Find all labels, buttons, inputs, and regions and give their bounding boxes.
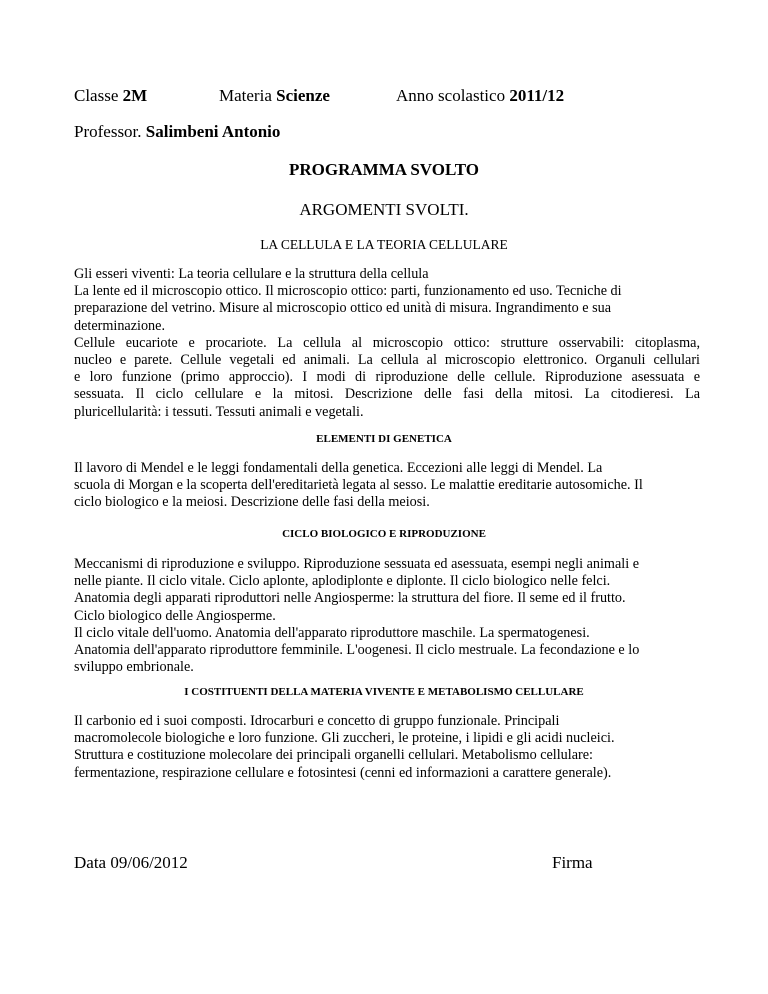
text-line: ciclo biologico e la meiosi. Descrizione delle fasi della meiosi. <box>74 494 430 511</box>
class-value: 2M <box>122 86 148 105</box>
subject-value: Scienze <box>276 86 330 105</box>
text-line: Il ciclo vitale dell'uomo. Anatomia dell'apparato riproduttore maschile. La spermatogenesi. <box>74 624 590 641</box>
page-title: PROGRAMMA SVOLTO <box>289 160 479 179</box>
text-line: Gli esseri viventi: La teoria cellulare e la struttura della cellula <box>74 266 429 282</box>
text-line: sessuata. Il ciclo cellulare e la mitosi. Descrizione delle fasi della mitosi. La citodieresi. La <box>74 386 700 403</box>
section-heading-reproduction: CICLO BIOLOGICO E RIPRODUZIONE <box>282 528 486 540</box>
text-line: La lente ed il microscopio ottico. Il microscopio ottico: parti, funzionamento ed uso. Tecniche di <box>74 283 622 300</box>
text-line: Struttura e costituzione molecolare dei principali organelli cellulari. Metabolismo cellulare: <box>74 747 593 764</box>
text-line: Anatomia degli apparati riproduttori nelle Angiosperme: la struttura del fiore. Il seme ed il frutto. <box>74 590 626 607</box>
section-body-reproduction <box>74 556 700 676</box>
school-year-value: 2011/12 <box>509 86 565 105</box>
section-heading-genetics: ELEMENTI DI GENETICA <box>316 433 452 445</box>
text-line: determinazione. <box>74 317 165 334</box>
text-line: pluricellularità: i tessuti. Tessuti animali e vegetali. <box>74 403 364 420</box>
text-line: fermentazione, respirazione cellulare e fotosintesi (cenni ed informazioni a carattere generale). <box>74 764 612 781</box>
text-line: e loro funzione (primo approccio). I modi di riproduzione delle cellule. Riproduzione asessuata e <box>74 369 700 386</box>
signature-label: Firma <box>552 853 593 872</box>
page-subtitle: ARGOMENTI SVOLTI. <box>299 200 469 219</box>
section-body-genetics <box>74 460 700 512</box>
text-line: Il lavoro di Mendel e le leggi fondamentali della genetica. Eccezioni alle leggi di Mendel. La <box>74 460 603 476</box>
class-field <box>74 86 147 106</box>
school-year-field <box>396 86 564 106</box>
subject-label: Materia <box>219 86 272 105</box>
section-body-metabolism <box>74 713 700 782</box>
text-line: Cellule eucariote e procariote. La cellula al microscopio ottico: strutture osservabili: citoplasma, <box>74 334 700 351</box>
professor-field <box>74 122 280 142</box>
school-year-label: Anno scolastico <box>396 86 506 105</box>
section-heading-metabolism: I COSTITUENTI DELLA MATERIA VIVENTE E METABOLISMO CELLULARE <box>184 686 584 698</box>
subject-field <box>219 86 330 106</box>
text-line: nucleo e parete. Cellule vegetali ed animali. La cellula al microscopio elettronico. Organuli cellulari <box>74 352 700 369</box>
professor-name: Salimbeni Antonio <box>145 122 281 141</box>
text-line: Ciclo biologico delle Angiosperme. <box>74 607 276 624</box>
date-label: Data <box>74 853 107 872</box>
text-line: nelle piante. Il ciclo vitale. Ciclo aplonte, aplodiplonte e diplonte. Il ciclo biologico nelle felci. <box>74 573 611 590</box>
class-label: Classe <box>74 86 119 105</box>
section-body-cell <box>74 266 700 421</box>
text-line: scuola di Morgan e la scoperta dell'ereditarietà legata al sesso. Le malattie ereditarie autosomiche. Il <box>74 477 643 494</box>
text-line: Meccanismi di riproduzione e sviluppo. Riproduzione sessuata ed asessuata, esempi negli animali e <box>74 556 639 572</box>
text-line: preparazione del vetrino. Misure al microscopio ottico ed unità di misura. Ingrandimento e sua <box>74 300 611 317</box>
professor-label: Professor. <box>74 122 142 141</box>
section-heading-cell: LA CELLULA E LA TEORIA CELLULARE <box>260 237 508 252</box>
date-value: 09/06/2012 <box>110 853 188 872</box>
text-line: sviluppo embrionale. <box>74 659 194 676</box>
date-field <box>74 853 188 873</box>
text-line: Anatomia dell'apparato riproduttore femminile. L'oogenesi. Il ciclo mestruale. La fecondazione e lo <box>74 642 640 659</box>
text-line: Il carbonio ed i suoi composti. Idrocarburi e concetto di gruppo funzionale. Principali <box>74 713 560 729</box>
text-line: macromolecole biologiche e loro funzione. Gli zuccheri, le proteine, i lipidi e gli acidi nucleici. <box>74 730 615 747</box>
